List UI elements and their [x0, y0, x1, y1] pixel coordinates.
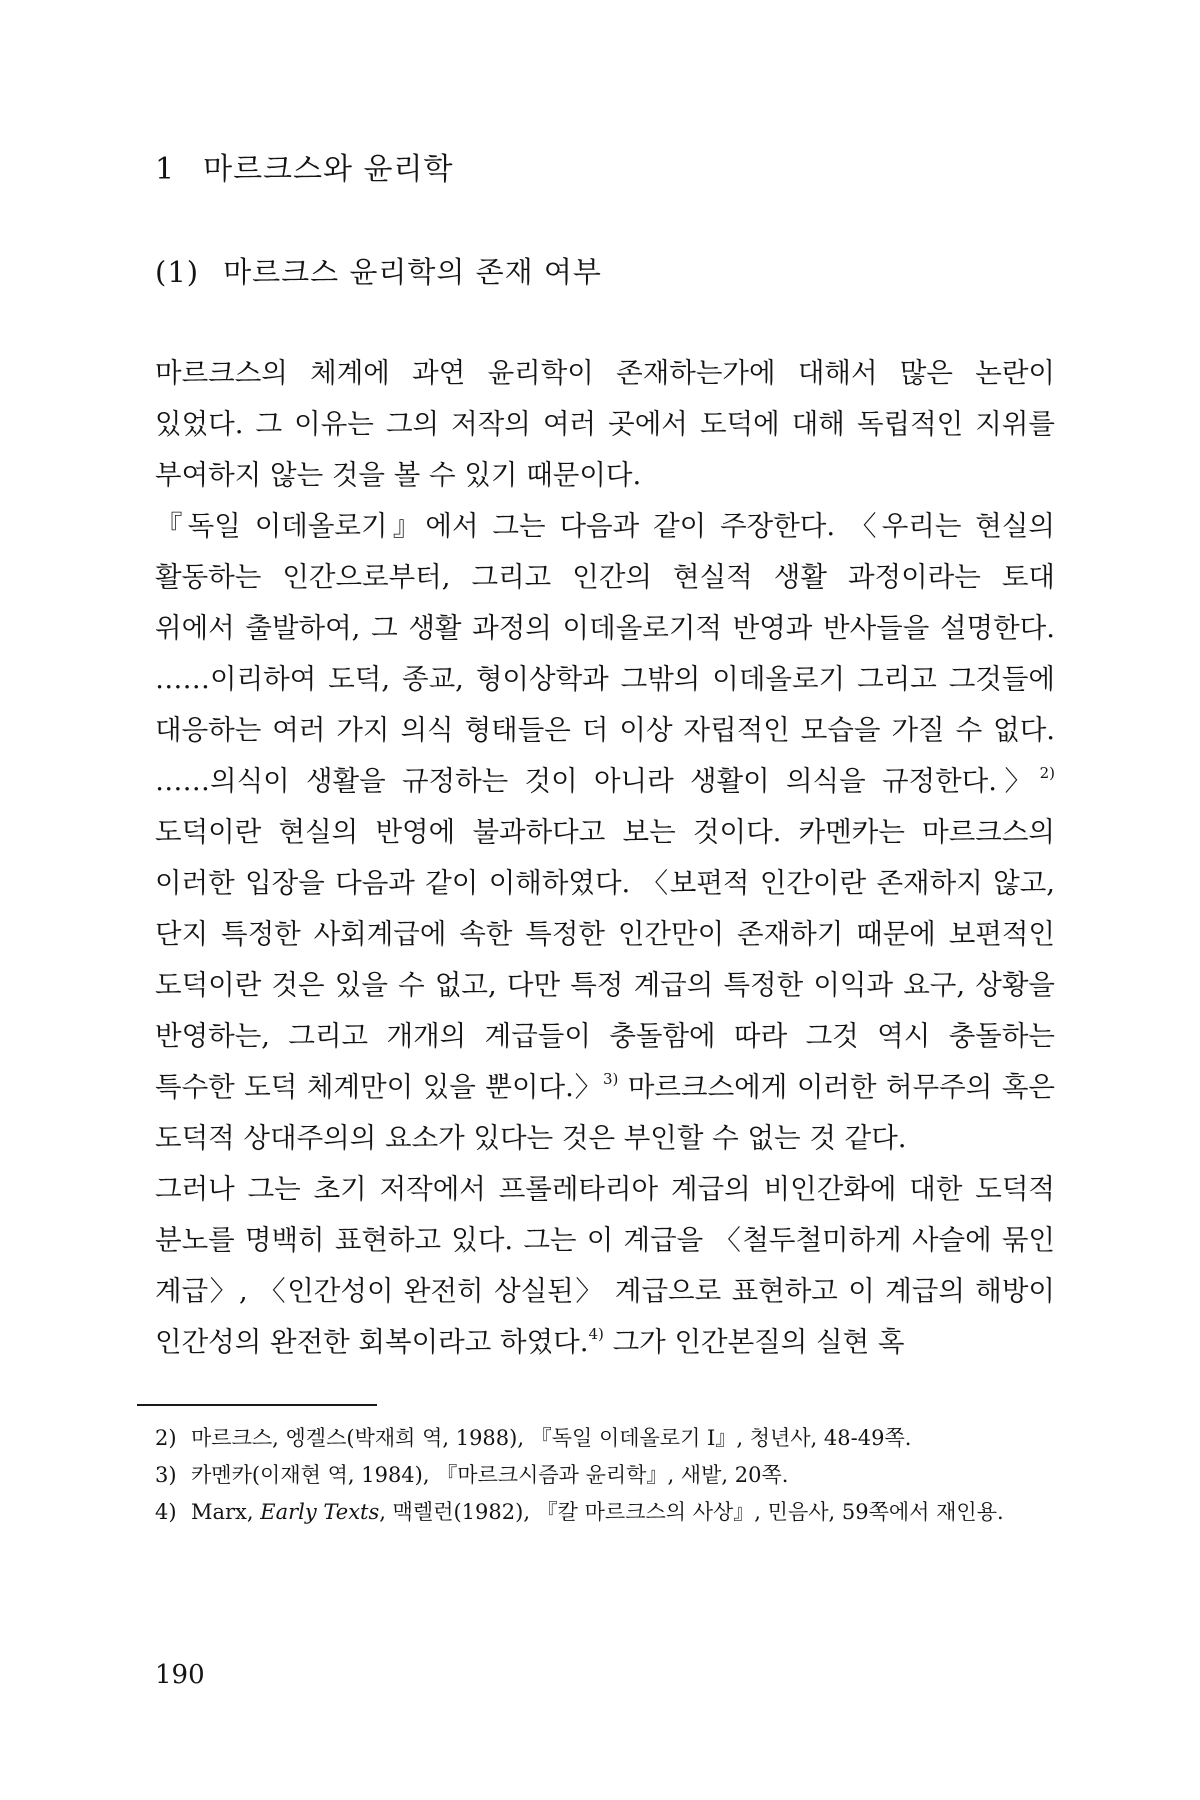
- subsection-heading: [155, 252, 602, 292]
- footnote: [155, 1420, 1055, 1457]
- footnote-number: 4): [155, 1500, 177, 1524]
- footnotes: [155, 1420, 1055, 1531]
- subsection-title: 마르크스 윤리학의 존재 여부: [223, 255, 602, 289]
- paragraph-text: 그러나 그는 초기 저작에서 프롤레타리아 계급의 비인간화에 대한 도덕적 분노를 명백히 표현하고 있다. 그는 이 계급을 〈철두철미하게 사슬에 묶인 계급〉, 〈인간성이 완전히 상실된〉 계급으로 표현하고 이 계급의 해방이 인간성의 완전한 회복이라고 하였다.: [155, 1173, 1055, 1358]
- paragraph-text: 마르크스에게 이러한 허무주의 혹은 도덕적 상대주의의 요소가 있다는 것은 부인할 수 없는 것 같다.: [155, 1071, 1055, 1154]
- footnote-reference: 3): [602, 1070, 619, 1088]
- footnote-text: 카멘카(이재현 역, 1984), 『마르크시즘과 윤리학』, 새밭, 20쪽.: [191, 1463, 789, 1487]
- footnote-number: 2): [155, 1426, 177, 1450]
- paragraph: [155, 1164, 1055, 1368]
- footnote-number: 3): [155, 1463, 177, 1487]
- page-number: 190: [155, 1660, 205, 1690]
- footnote-divider: [137, 1404, 377, 1406]
- paragraph-text: 마르크스의 체계에 과연 윤리학이 존재하는가에 대해서 많은 논란이 있었다. 그 이유는 그의 저작의 여러 곳에서 도덕에 대해 독립적인 지위를 부여하지 않는 것을 볼 수 있기 때문이다.: [155, 357, 1055, 491]
- subsection-number: (1): [155, 255, 200, 289]
- footnote-text: , 맥렐런(1982), 『칼 마르크스의 사상』, 민음사, 59쪽에서 재인용.: [379, 1500, 1004, 1524]
- section-number: 1: [155, 152, 176, 187]
- footnote-reference: 2): [1039, 764, 1055, 782]
- paragraph-text: 도덕이란 현실의 반영에 불과하다고 보는 것이다. 카멘카는 마르크스의 이러한 입장을 다음과 같이 이해하였다. 〈보편적 인간이란 존재하지 않고, 단지 특정한 사회계급에 속한 특정한 인간만이 존재하기 때문에 보편적인 도덕이란 것은 있을 수 없고, 다만 특정 계급의 특정한 이익과 요구, 상황을 반영하는, 그리고 개개의 계급들이 충돌함에 따라 그것 역시 충돌하는 특수한 도덕 체계만이 있을 뿐이다.〉: [155, 816, 1055, 1103]
- paragraph-text: 그가 인간본질의 실현 혹: [603, 1326, 905, 1358]
- footnote: [155, 1457, 1055, 1494]
- footnote-text: 마르크스, 엥겔스(박재희 역, 1988), 『독일 이데올로기 Ⅰ』, 청년사, 48-49쪽.: [191, 1426, 912, 1450]
- footnote: [155, 1494, 1055, 1531]
- footnote-text: Marx,: [191, 1500, 261, 1524]
- paragraph: [155, 501, 1055, 1164]
- section-title: 마르크스와 윤리학: [203, 152, 454, 187]
- paragraph-text: 『독일 이데올로기』에서 그는 다음과 같이 주장한다. 〈우리는 현실의 활동하는 인간으로부터, 그리고 인간의 현실적 생활 과정이라는 토대 위에서 출발하여, 그 생활 과정의 이데올로기적 반영과 반사들을 설명한다. ……이리하여 도덕, 종교, 형이상학과 그밖의 이데올로기 그리고 그것들에 대응하는 여러 가지 의식 형태들은 더 이상 자립적인 모습을 가질 수 없다. ……의식이 생활을 규정하는 것이 아니라 생활이 의식을 규정한다.〉: [155, 510, 1055, 797]
- paragraph: [155, 348, 1055, 501]
- body-text: [155, 348, 1055, 1368]
- section-heading: [155, 150, 453, 190]
- footnote-italic-title: Early Texts: [260, 1500, 380, 1524]
- footnote-reference: 4): [588, 1325, 604, 1343]
